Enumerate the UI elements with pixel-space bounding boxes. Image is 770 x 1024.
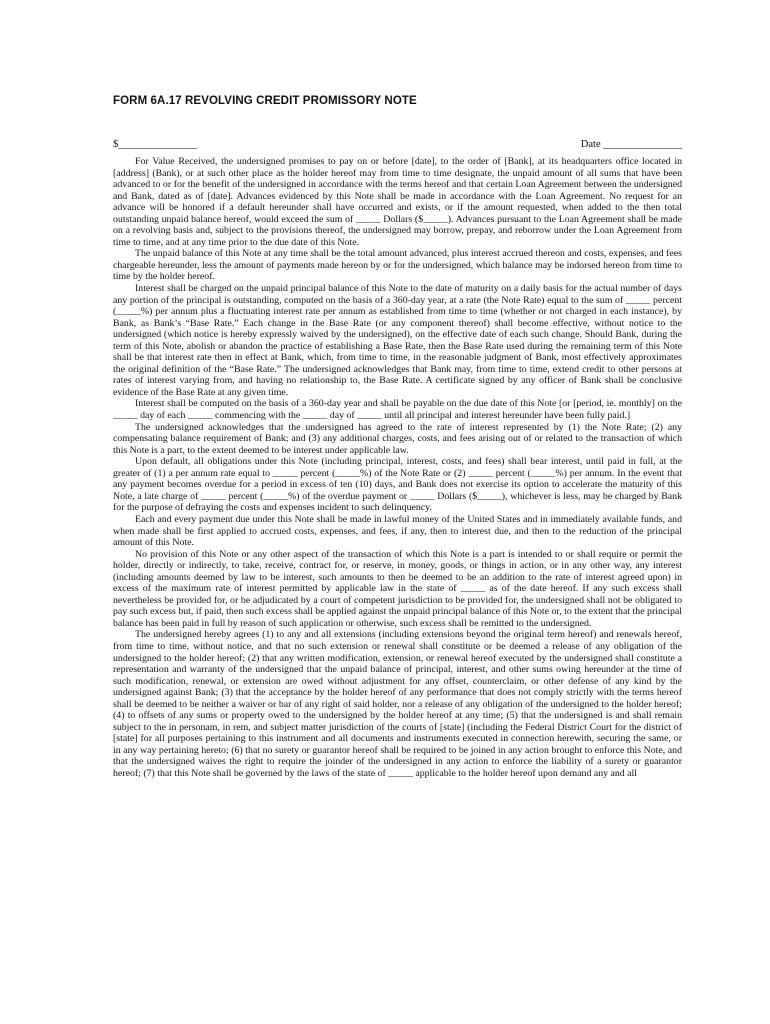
- paragraph-unpaid-balance: The unpaid balance of this Note at any time shall be the total amount advanced, plus interest accrued thereon and costs, expenses, and fees chargeable hereunder, less the amount of payments made hereon by or for the undersigned, which balance may be indorsed hereon from time to time by the holder hereof.: [113, 248, 682, 283]
- paragraph-interest-acknowledgment: The undersigned acknowledges that the undersigned has agreed to the rate of interest represented by (1) the Note Rate; (2) any compensating balance requirement of Bank; and (3) any additional charges, costs, and fees arising out of or related to the transaction of which this Note is a part, to the extent deemed to be interest under applicable law.: [113, 421, 682, 456]
- paragraph-payment-application: Each and every payment due under this Note shall be made in lawful money of the United States and in immediately available funds, and when made shall be first applied to accrued costs, expenses, and fees, if any, then to interest due, and then to the reduction of the principal amount of this Note.: [113, 513, 682, 549]
- date-line: Date _______________: [580, 139, 682, 150]
- paragraph-interest-computation: Interest shall be computed on the basis of a 360-day year and shall be payable on the due date of this Note [or [period, ie. monthly] on the _____ day of each _____ commencing with the _____ day of _____ until all principal and interest hereunder have been fully paid.]: [113, 398, 682, 422]
- paragraph-usury-limit: No provision of this Note or any other aspect of the transaction of which this Note is a part is intended to or shall require or permit the holder, directly or indirectly, to take, receive, contract for, or reserve, in money, goods, or things in action, or in any other way, any interest (including amounts deemed by law to be interest, such amounts to then be deemed to be an addition to the rate of interest agreed upon) in excess of the maximum rate of interest permitted by applicable law in the state of _____ as of the date hereof. If any such excess shall nevertheless be provided for, or be adjudicated by a court of competent jurisdiction to be provided for, the undersigned shall not be obligated to pay such excess but, if paid, then such excess shall be applied against the unpaid principal balance of this Note or, to the extent that the principal balance has been paid in full by reason of such application or otherwise, such excess shall be remitted to the undersigned.: [113, 548, 683, 629]
- paragraph-payment-promise: For Value Received, the undersigned promises to pay on or before [date], to the order of [Bank], at its headquarters office located in [address] (Bank), or at such other place as the holder hereof may from time to time designate, the unpaid amount of all sums that have been advanced to or for the benefit of the undersigned in accordance with the terms hereof and that certain Loan Agreement between the undersigned and Bank, dated as of [date]. Advances evidenced by this Note shall be made in accordance with the Loan Agreement. No request for an advance will be honored if a default hereunder shall have occurred and exists, or if the amount requested, when added to the then total outstanding unpaid balance hereof, would exceed the sum of _____ Dollars ($_____). Advances pursuant to the Loan Agreement shall be made on a revolving basis and, subject to the provisions thereof, the undersigned may borrow, prepay, and reborrow under the Loan Agreement from time to time, and at any time prior to the due date of this Note.: [113, 156, 682, 248]
- note-body: [113, 156, 682, 780]
- amount-line: $_______________: [113, 139, 197, 150]
- document-title: FORM 6A.17 REVOLVING CREDIT PROMISSORY NOTE: [113, 95, 417, 107]
- paragraph-agreements: The undersigned hereby agrees (1) to any and all extensions (including extensions beyond the original term hereof) and renewals hereof, from time to time, without notice, and that no such extension or renewal shall constitute or be deemed a release of any obligation of the undersigned to the holder hereof; (2) that any written modification, extension, or renewal hereof executed by the undersigned shall constitute a representation and warranty of the undersigned that the unpaid balance of principal, interest, and other sums owing hereunder at the time of such modification, renewal, or extension are owed without adjustment for any offset, counterclaim, or other defense of any kind by the undersigned against Bank; (3) that the acceptance by the holder hereof of any performance that does not comply strictly with the terms hereof shall be deemed to be neither a waiver or bar of any right of said holder, nor a release of any obligation of the undersigned to the holder hereof; (4) to offsets of any sums or property owed to the undersigned by the holder hereof at any time; (5) that the undersigned is and shall remain subject to the in personam, in rem, and subject matter jurisdiction of the courts of [state] (including the Federal District Court for the district of [state] for all purposes pertaining to this instrument and all documents and instruments executed in connection herewith, securing the same, or in any way pertaining hereto; (6) that no surety or guarantor hereof shall be required to be joined in any action brought to enforce this Note, and that the undersigned waives the right to require the joinder of the undersigned in any action to enforce the liability of a surety or guarantor hereof; (7) that this Note shall be governed by the laws of the state of _____ applicable to the holder hereof upon demand any and all: [113, 629, 682, 779]
- paragraph-default: Upon default, all obligations under this Note (including principal, interest, costs, and fees) shall bear interest, until paid in full, at the greater of (1) a per annum rate equal to _____ percent (_____%) of the Note Rate or (2) _____ percent (_____%) per annum. In the event that any payment becomes overdue for a period in excess of ten (10) days, and Bank does not exercise its option to accelerate the maturity of this Note, a late charge of _____ percent (_____%) of the overdue payment or _____ Dollars ($_____), whichever is less, may be charged by Bank for the purpose of defraying the costs and expenses incident to such delinquency.: [113, 456, 682, 514]
- paragraph-interest-rate: Interest shall be charged on the unpaid principal balance of this Note to the date of maturity on a daily basis for the actual number of days any portion of the principal is outstanding, computed on the basis of a 360-day year, at a rate (the Note Rate) equal to the sum of _____ percent (_____%) per annum plus a fluctuating interest rate per annum as established from time to time (whether or not charged in each instance), by Bank, as Bank’s “Base Rate.” Each change in the Base Rate (or any component thereof) shall become effective, without notice to the undersigned (which notice is hereby expressly waived by the undersigned), on the effective date of each such change. Should Bank, during the term of this Note, abolish or abandon the practice of establishing a Base Rate, then the Base Rate used during the remaining term of this Note shall be that interest rate then in effect at Bank, which, from time to time, in the reasonable judgment of Bank, most effectively approximates the original definition of the “Base Rate.” The undersigned acknowledges that Bank may, from time to time, extend credit to other persons at rates of interest varying from, and having no relationship to, the Base Rate. A certificate signed by any officer of Bank shall be conclusive evidence of the Base Rate at any given time.: [113, 283, 682, 398]
